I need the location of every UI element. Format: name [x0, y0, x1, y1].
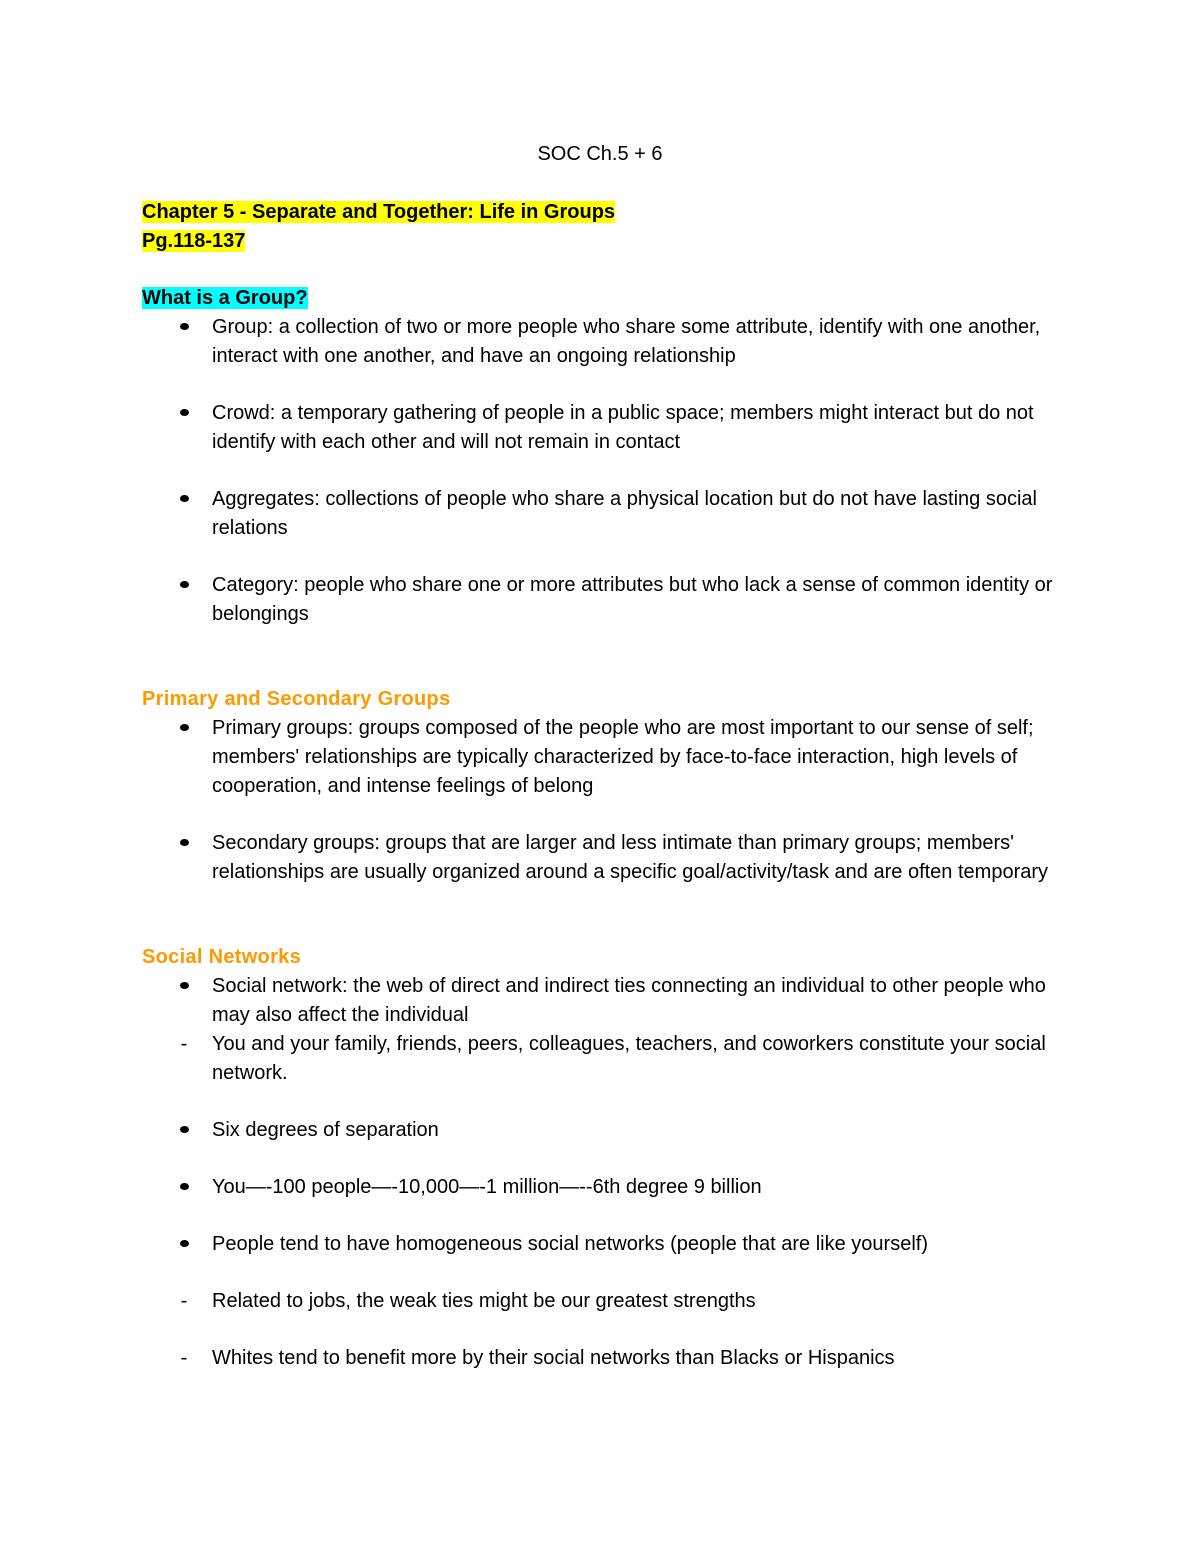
bullet-icon: [172, 1173, 196, 1202]
section-list-primary-secondary: [142, 714, 1072, 887]
spacer: [142, 801, 1072, 829]
chapter-heading: Chapter 5 - Separate and Together: Life in Groups: [142, 201, 616, 223]
list-item-text: People tend to have homogeneous social networks (people that are like yourself): [212, 1233, 928, 1255]
dash-icon: -: [180, 1290, 188, 1312]
list-item-text: You and your family, friends, peers, colleagues, teachers, and coworkers constitute your social network.: [212, 1033, 1046, 1084]
section-heading-line: [142, 284, 1072, 313]
spacer: [142, 1259, 1072, 1287]
spacer: [142, 371, 1072, 399]
section-list-what-is-a-group: [142, 313, 1072, 629]
list-item: [142, 1173, 1072, 1202]
document-body: [142, 198, 1072, 1373]
bullet-icon: [172, 714, 196, 743]
list-item-text: Six degrees of separation: [212, 1119, 439, 1141]
spacer: [142, 1202, 1072, 1230]
list-item-text: Whites tend to benefit more by their social networks than Blacks or Hispanics: [212, 1347, 895, 1369]
section-heading-primary-secondary: Primary and Secondary Groups: [142, 688, 451, 710]
list-item: [142, 972, 1072, 1030]
list-item-text: Secondary groups: groups that are larger and less intimate than primary groups; members' relationships are usually organized around a specific goal/activity/task and are often temporary: [212, 832, 1049, 883]
spacer: [142, 1088, 1072, 1116]
spacer: [142, 256, 1072, 284]
list-item: [142, 1287, 1072, 1316]
page-range: Pg.118-137: [142, 230, 246, 252]
list-item: [142, 1344, 1072, 1373]
list-item-text: Social network: the web of direct and indirect ties connecting an individual to other people who may also affect the individual: [212, 975, 1046, 1026]
spacer: [142, 629, 1072, 685]
list-item: [142, 714, 1072, 801]
spacer: [142, 543, 1072, 571]
list-item: [142, 571, 1072, 629]
bullet-icon: [172, 485, 196, 514]
list-item-text: Related to jobs, the weak ties might be our greatest strengths: [212, 1290, 756, 1312]
list-item: [142, 485, 1072, 543]
bullet-icon: [172, 399, 196, 428]
bullet-icon: [172, 571, 196, 600]
list-item-text: Group: a collection of two or more people who share some attribute, identify with one another, interact with one another, and have an ongoing relationship: [212, 316, 1041, 367]
bullet-icon: [172, 313, 196, 342]
bullet-icon: [172, 1116, 196, 1145]
section-heading-social-networks: Social Networks: [142, 946, 302, 968]
list-item-text: Primary groups: groups composed of the people who are most important to our sense of self; members' relationships are typically characterized by face-to-face interaction, high levels of cooperation, and intense feelings of belong: [212, 717, 1034, 797]
bullet-icon: [172, 1230, 196, 1259]
list-item-text: Aggregates: collections of people who share a physical location but do not have lasting social relations: [212, 488, 1037, 539]
spacer: [142, 457, 1072, 485]
list-item: [142, 1030, 1072, 1088]
bullet-icon: [172, 972, 196, 1001]
spacer: [142, 1145, 1072, 1173]
list-item: [142, 829, 1072, 887]
spacer: [142, 887, 1072, 943]
chapter-heading-line: [142, 198, 1072, 227]
list-item: [142, 1230, 1072, 1259]
page-range-line: [142, 227, 1072, 256]
bullet-icon: [172, 829, 196, 858]
dash-icon: -: [180, 1033, 188, 1055]
list-item-text: You—-100 people—-10,000—-1 million—--6th degree 9 billion: [212, 1176, 762, 1198]
section-heading-what-is-a-group: What is a Group?: [142, 287, 308, 309]
list-item: [142, 1116, 1072, 1145]
document-title: SOC Ch.5 + 6: [537, 143, 663, 165]
spacer: [142, 1316, 1072, 1344]
section-list-social-networks: [142, 972, 1072, 1373]
list-item-text: Crowd: a temporary gathering of people in a public space; members might interact but do not identify with each other and will not remain in contact: [212, 402, 1034, 453]
list-item-text: Category: people who share one or more attributes but who lack a sense of common identity or belongings: [212, 574, 1053, 625]
list-item: [142, 399, 1072, 457]
dash-icon: -: [180, 1347, 188, 1369]
list-item: [142, 313, 1072, 371]
